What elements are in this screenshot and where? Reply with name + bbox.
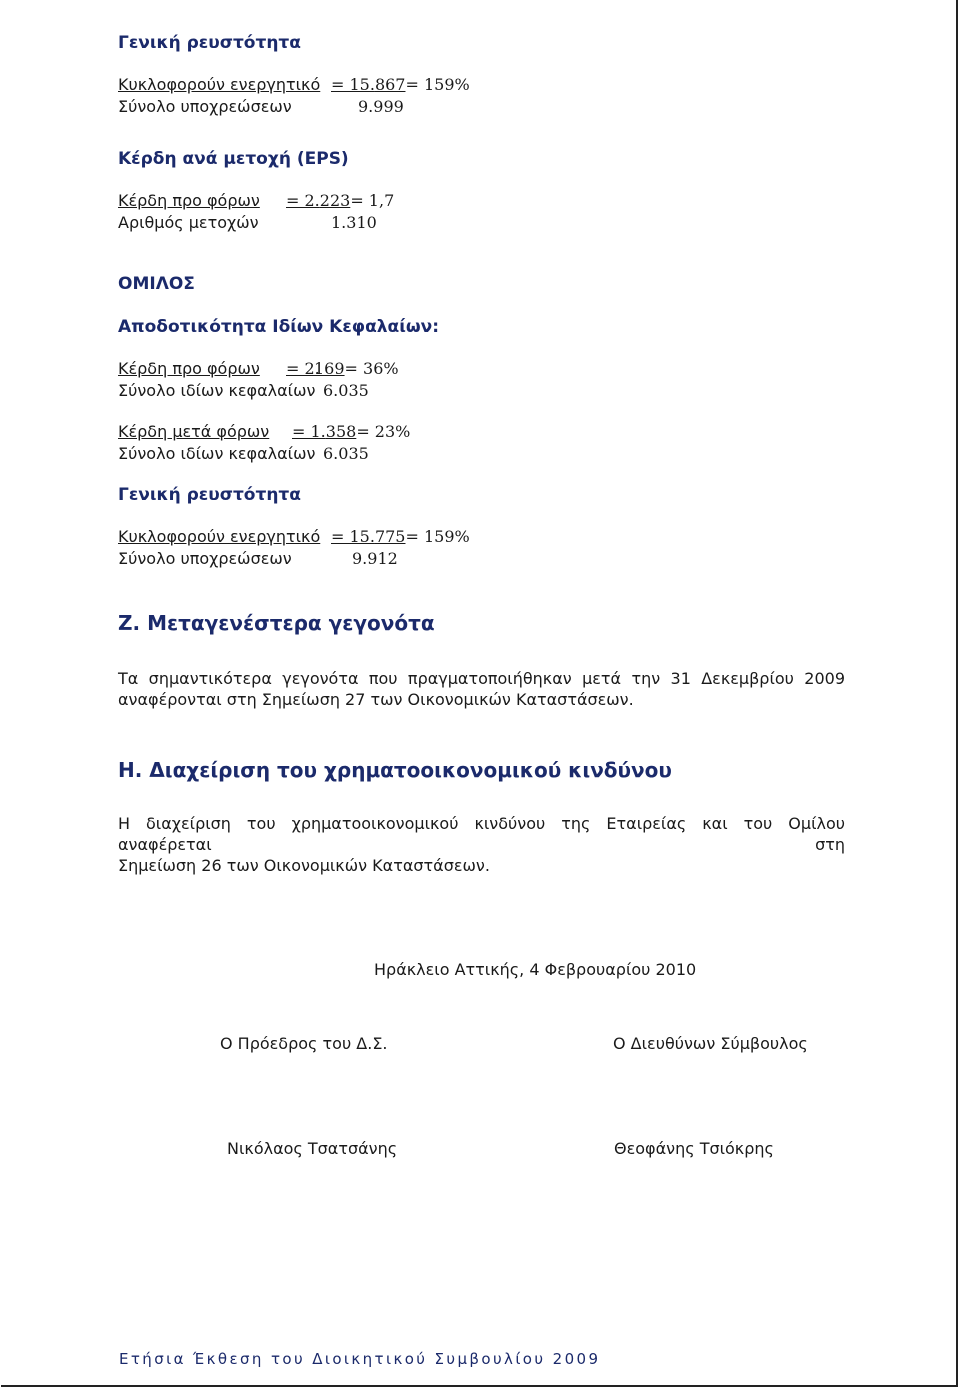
chairman-role: Ο Πρόεδρος του Δ.Σ. — [220, 1034, 388, 1053]
numerator-label: Κέρδη προ φόρων — [118, 359, 260, 378]
roe-heading: Αποδοτικότητα Ιδίων Κεφαλαίων: — [118, 317, 439, 337]
paragraph-line: Τα σημαντικότερα γεγονότα που πραγματοποιήθηκαν μετά την 31 Δεκεμβρίου 2009 — [118, 669, 845, 688]
place-date: Ηράκλειο Αττικής, 4 Φεβρουαρίου 2010 — [374, 960, 697, 979]
paragraph-line: αναφέρονται στη Σημείωση 27 των Οικονομικών Καταστάσεων. — [118, 690, 634, 709]
chairman-name: Νικόλαος Τσατσάνης — [227, 1139, 398, 1158]
denominator-label: Αριθμός μετοχών — [118, 213, 259, 232]
numerator-value: = 15.867= 159% — [331, 75, 470, 94]
page-footer: Ετήσια Έκθεση του Διοικητικού Συμβουλίου 2009 — [119, 1350, 601, 1368]
numerator-label: Κέρδη μετά φόρων — [118, 422, 270, 441]
liquidity-ratio — [118, 75, 618, 119]
eps-heading: Κέρδη ανά μετοχή (EPS) — [118, 149, 349, 169]
paragraph-line: Η διαχείριση του χρηματοοικονομικού κινδύνου της Εταιρείας και του Ομίλου αναφέρεται στη — [118, 814, 845, 854]
group-heading: ΟΜΙΛΟΣ — [118, 274, 195, 294]
denominator-label: Σύνολο υποχρεώσεων — [118, 549, 292, 568]
ceo-role: Ο Διευθύνων Σύμβουλος — [613, 1034, 808, 1053]
numerator-value: = 15.775= 159% — [331, 527, 470, 546]
numerator-value: = 1.358= 23% — [292, 422, 411, 441]
denominator-label: Σύνολο ιδίων κεφαλαίων — [118, 381, 316, 400]
numerator-label: Κυκλοφορούν ενεργητικό — [118, 75, 321, 94]
denominator-value: 9.999 — [358, 97, 404, 116]
denominator-label: Σύνολο υποχρεώσεων — [118, 97, 292, 116]
document-page — [1, 0, 958, 1387]
numerator-value-tail: 169= 36% — [314, 359, 399, 378]
financial-risk-paragraph — [118, 813, 845, 876]
denominator-value: 1.310 — [331, 213, 377, 232]
numerator-value: = 2.223= 1,7 — [286, 191, 395, 210]
numerator-value: = 2. — [286, 359, 320, 378]
financial-risk-heading: Η. Διαχείριση του χρηματοοικονομικού κινδύνου — [118, 758, 672, 782]
group-liquidity-heading: Γενική ρευστότητα — [118, 485, 301, 505]
eps-ratio — [118, 191, 618, 235]
denominator-value: 6.035 — [323, 444, 369, 463]
roe-before-tax-ratio — [118, 359, 618, 403]
numerator-label: Κυκλοφορούν ενεργητικό — [118, 527, 321, 546]
subsequent-events-heading: Ζ. Μεταγενέστερα γεγονότα — [118, 611, 435, 635]
roe-after-tax-ratio — [118, 422, 618, 466]
paragraph-line: Σημείωση 26 των Οικονομικών Καταστάσεων. — [118, 856, 490, 875]
denominator-value: 9.912 — [352, 549, 398, 568]
subsequent-events-paragraph — [118, 668, 845, 710]
denominator-label: Σύνολο ιδίων κεφαλαίων — [118, 444, 316, 463]
ceo-name: Θεοφάνης Τσιόκρης — [614, 1139, 774, 1158]
liquidity-heading: Γενική ρευστότητα — [118, 33, 301, 53]
group-liquidity-ratio — [118, 527, 618, 571]
denominator-value: 6.035 — [323, 381, 369, 400]
numerator-label: Κέρδη προ φόρων — [118, 191, 260, 210]
